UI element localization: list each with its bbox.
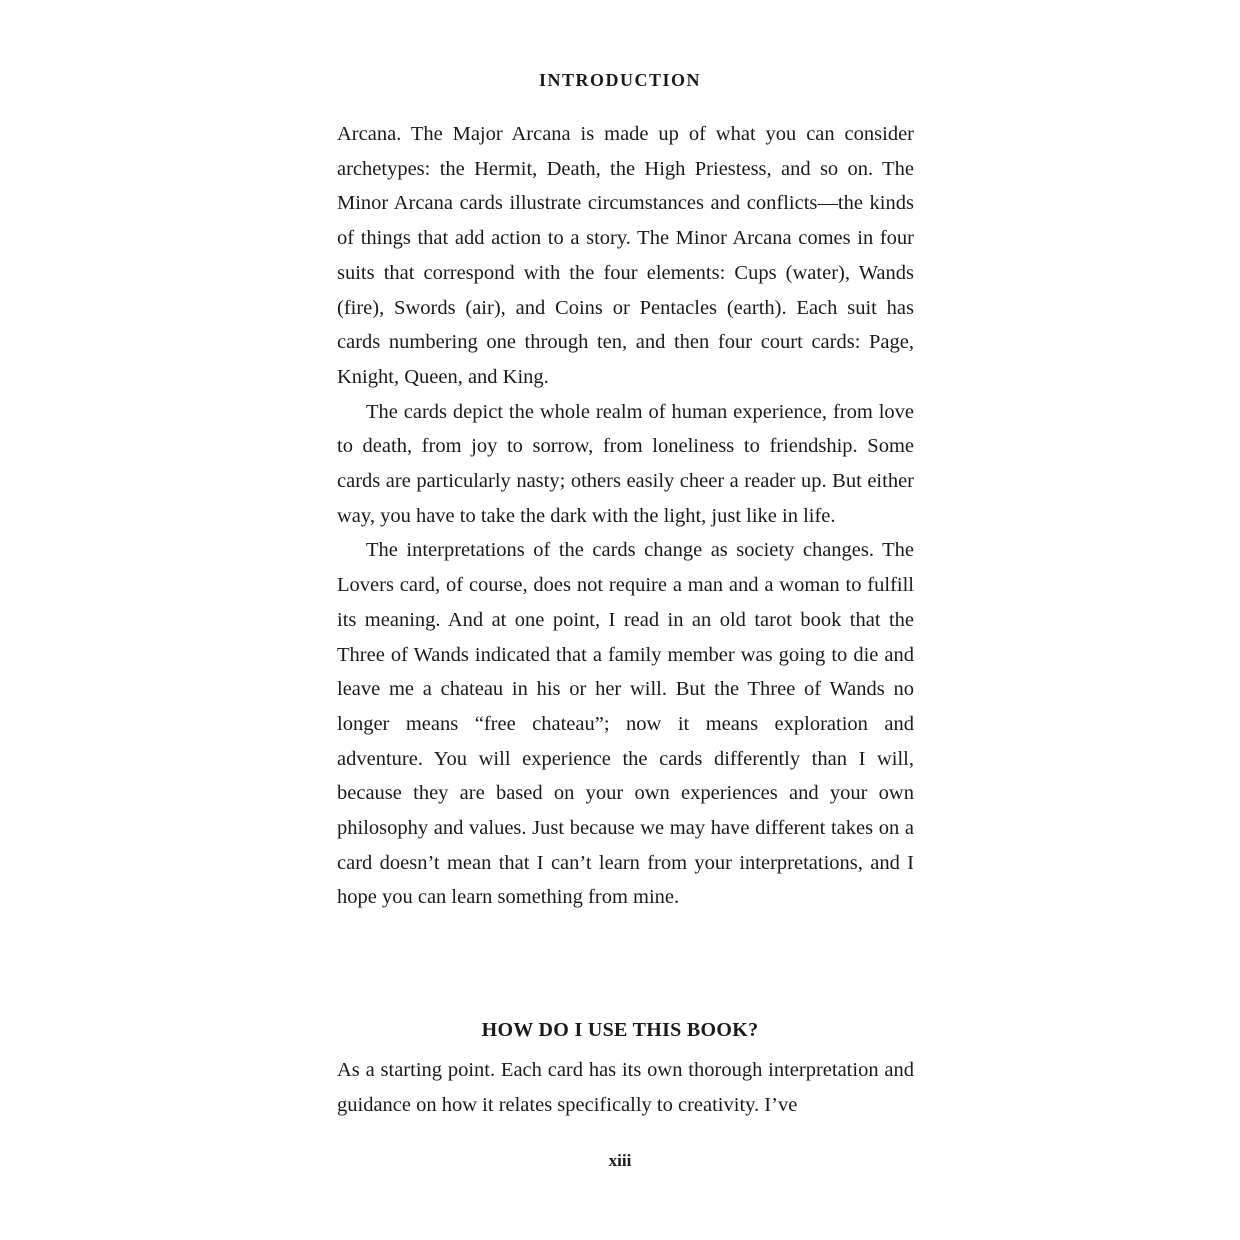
section-body-text [337, 1053, 914, 1122]
paragraph-interpretations: The interpretations of the cards change as society changes. The Lovers card, of course, does not require a man and a woman to fulfill its meaning. And at one point, I read in an old tarot book that the Three of Wands indicated that a family member was going to die and leave me a chateau in his or her will. But the Three of Wands no longer means “free chateau”; now it means exploration and adventure. You will experience the cards differently than I will, because they are based on your own experiences and your own philosophy and values. Just because we may have different takes on a card doesn’t mean that I can’t learn from your interpretations, and I hope you can learn something from mine. [337, 539, 914, 909]
page-number: xiii [608, 1151, 632, 1170]
paragraph-starting-point: As a starting point. Each card has its own thorough interpretation and guidance on how it relates specifically to creativity. I’ve [337, 1059, 914, 1116]
paragraph-arcana: Arcana. The Major Arcana is made up of what you can consider archetypes: the Hermit, Death, the High Priestess, and so on. The Minor Arcana cards illustrate circumstances and conflicts—the kinds of things that add action to a story. The Minor Arcana comes in four suits that correspond with the four elements: Cups (water), Wands (fire), Swords (air), and Coins or Pentacles (earth). Each suit has cards numbering one through ten, and then four court cards: Page, Knight, Queen, and King. [337, 123, 914, 388]
body-text [337, 117, 914, 915]
running-head: INTRODUCTION [538, 70, 702, 90]
section-heading: HOW DO I USE THIS BOOK? [481, 1019, 759, 1041]
paragraph-human-experience: The cards depict the whole realm of human experience, from love to death, from joy to sorrow, from loneliness to friendship. Some cards are particularly nasty; others easily cheer a reader up. But either way, you have to take the dark with the light, just like in life. [337, 400, 914, 527]
